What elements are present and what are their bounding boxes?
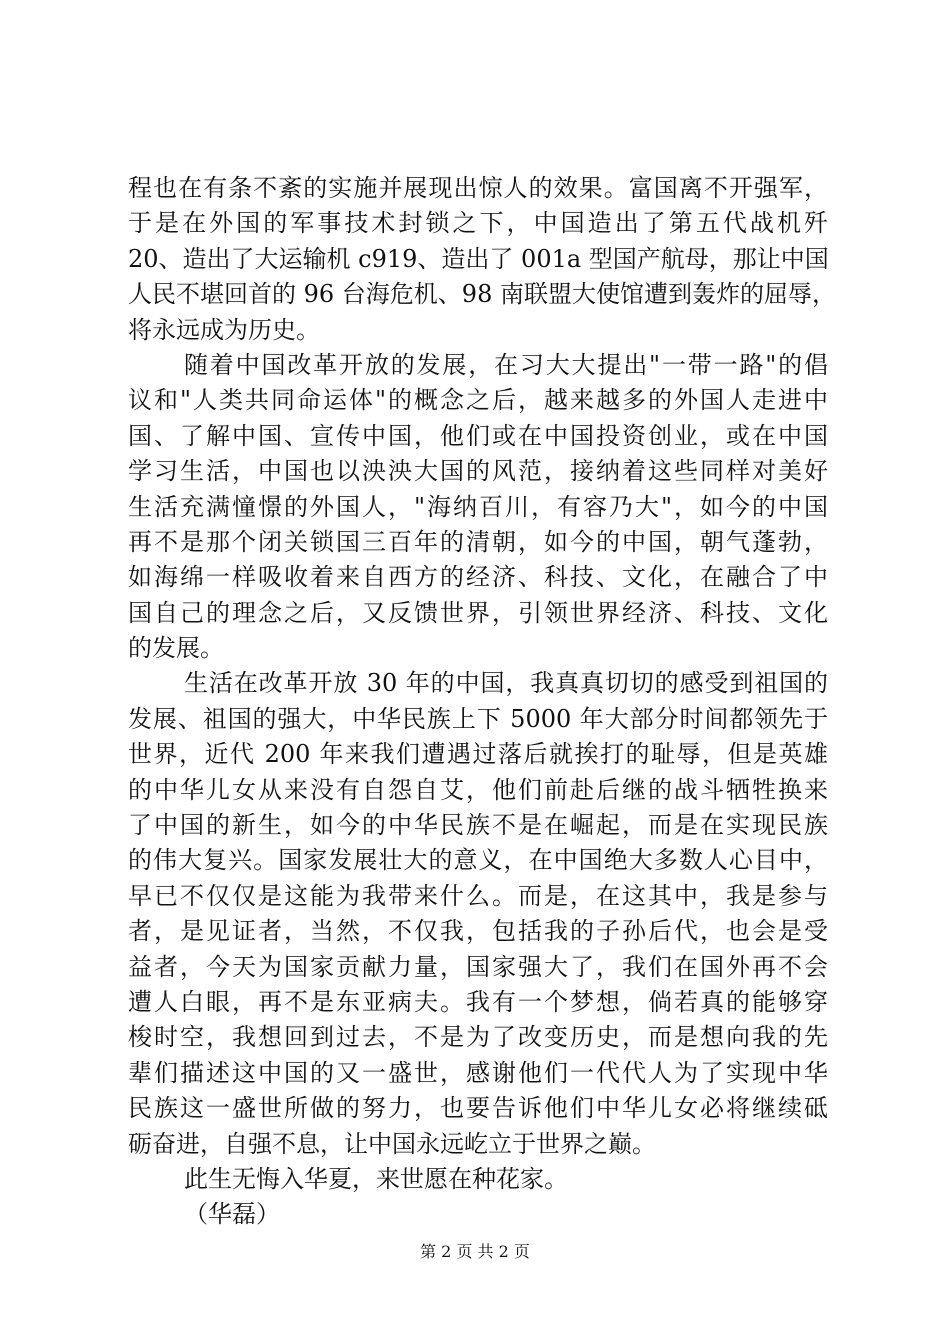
text-line: 将永远成为历史。 [128, 315, 320, 344]
text-line: 国自己的理念之后，又反馈世界，引领世界经济、科技、文化 [128, 598, 828, 627]
article-body [128, 171, 836, 1233]
text-line: 20、造出了大运输机 c919、造出了 001a 型国产航母，那让中国 [128, 244, 829, 273]
text-line: 生活在改革开放 30 年的中国，我真真切切的感受到祖国的 [184, 669, 828, 698]
text-line: 早已不仅仅是这能为我带来什么。而是，在这其中，我是参与 [128, 881, 828, 910]
text-line: 的伟大复兴。国家发展壮大的意义，在中国绝大多数人心目中， [128, 846, 828, 875]
text-line: 此生无悔入华夏，来世愿在种花家。 [184, 1164, 568, 1193]
text-line: 国、了解中国、宣传中国，他们或在中国投资创业，或在中国 [128, 421, 828, 450]
text-line: 发展、祖国的强大，中华民族上下 5000 年大部分时间都领先于 [128, 704, 828, 733]
text-line: 如海绵一样吸收着来自西方的经济、科技、文化，在融合了中 [128, 563, 828, 592]
text-line: 辈们描述这中国的又一盛世，感谢他们一代代人为了实现中华 [128, 1058, 828, 1087]
text-line: 学习生活，中国也以泱泱大国的风范，接纳着这些同样对美好 [128, 457, 828, 486]
text-line: 民族这一盛世所做的努力，也要告诉他们中华儿女必将继续砥 [128, 1094, 828, 1123]
text-line: 梭时空，我想回到过去，不是为了改变历史，而是想向我的先 [128, 1023, 828, 1052]
text-line: 益者，今天为国家贡献力量，国家强大了，我们在国外再不会 [128, 952, 828, 981]
text-line: （华磊） [184, 1200, 280, 1229]
text-line: 砺奋进，自强不息，让中国永远屹立于世界之巅。 [128, 1129, 656, 1158]
text-line: 再不是那个闭关锁国三百年的清朝，如今的中国，朝气蓬勃， [128, 527, 828, 556]
text-line: 程也在有条不紊的实施并展现出惊人的效果。富国离不开强军， [128, 174, 828, 202]
text-line: 者，是见证者，当然，不仅我，包括我的子孙后代，也会是受 [128, 917, 828, 946]
page-footer: 第 2 页 共 2 页 [420, 1242, 530, 1261]
text-line: 遭人白眼，再不是东亚病夫。我有一个梦想，倘若真的能够穿 [128, 987, 828, 1016]
text-line: 了中国的新生，如今的中华民族不是在崛起，而是在实现民族 [128, 811, 828, 840]
text-line: 的发展。 [128, 634, 224, 663]
text-line: 随着中国改革开放的发展，在习大大提出"一带一路"的倡 [184, 350, 828, 379]
text-line: 议和"人类共同命运体"的概念之后，越来越多的外国人走进中 [128, 386, 828, 415]
text-line: 生活充满憧憬的外国人，"海纳百川，有容乃大"，如今的中国 [128, 492, 828, 521]
text-line: 于是在外国的军事技术封锁之下，中国造出了第五代战机歼 [128, 209, 828, 238]
text-line: 的中华儿女从来没有自怨自艾，他们前赴后继的战斗牺牲换来 [128, 775, 828, 804]
text-line: 人民不堪回首的 96 台海危机、98 南联盟大使馆遭到轰炸的屈辱， [128, 280, 836, 309]
text-line: 世界，近代 200 年来我们遭遇过落后就挨打的耻辱，但是英雄 [128, 740, 828, 769]
